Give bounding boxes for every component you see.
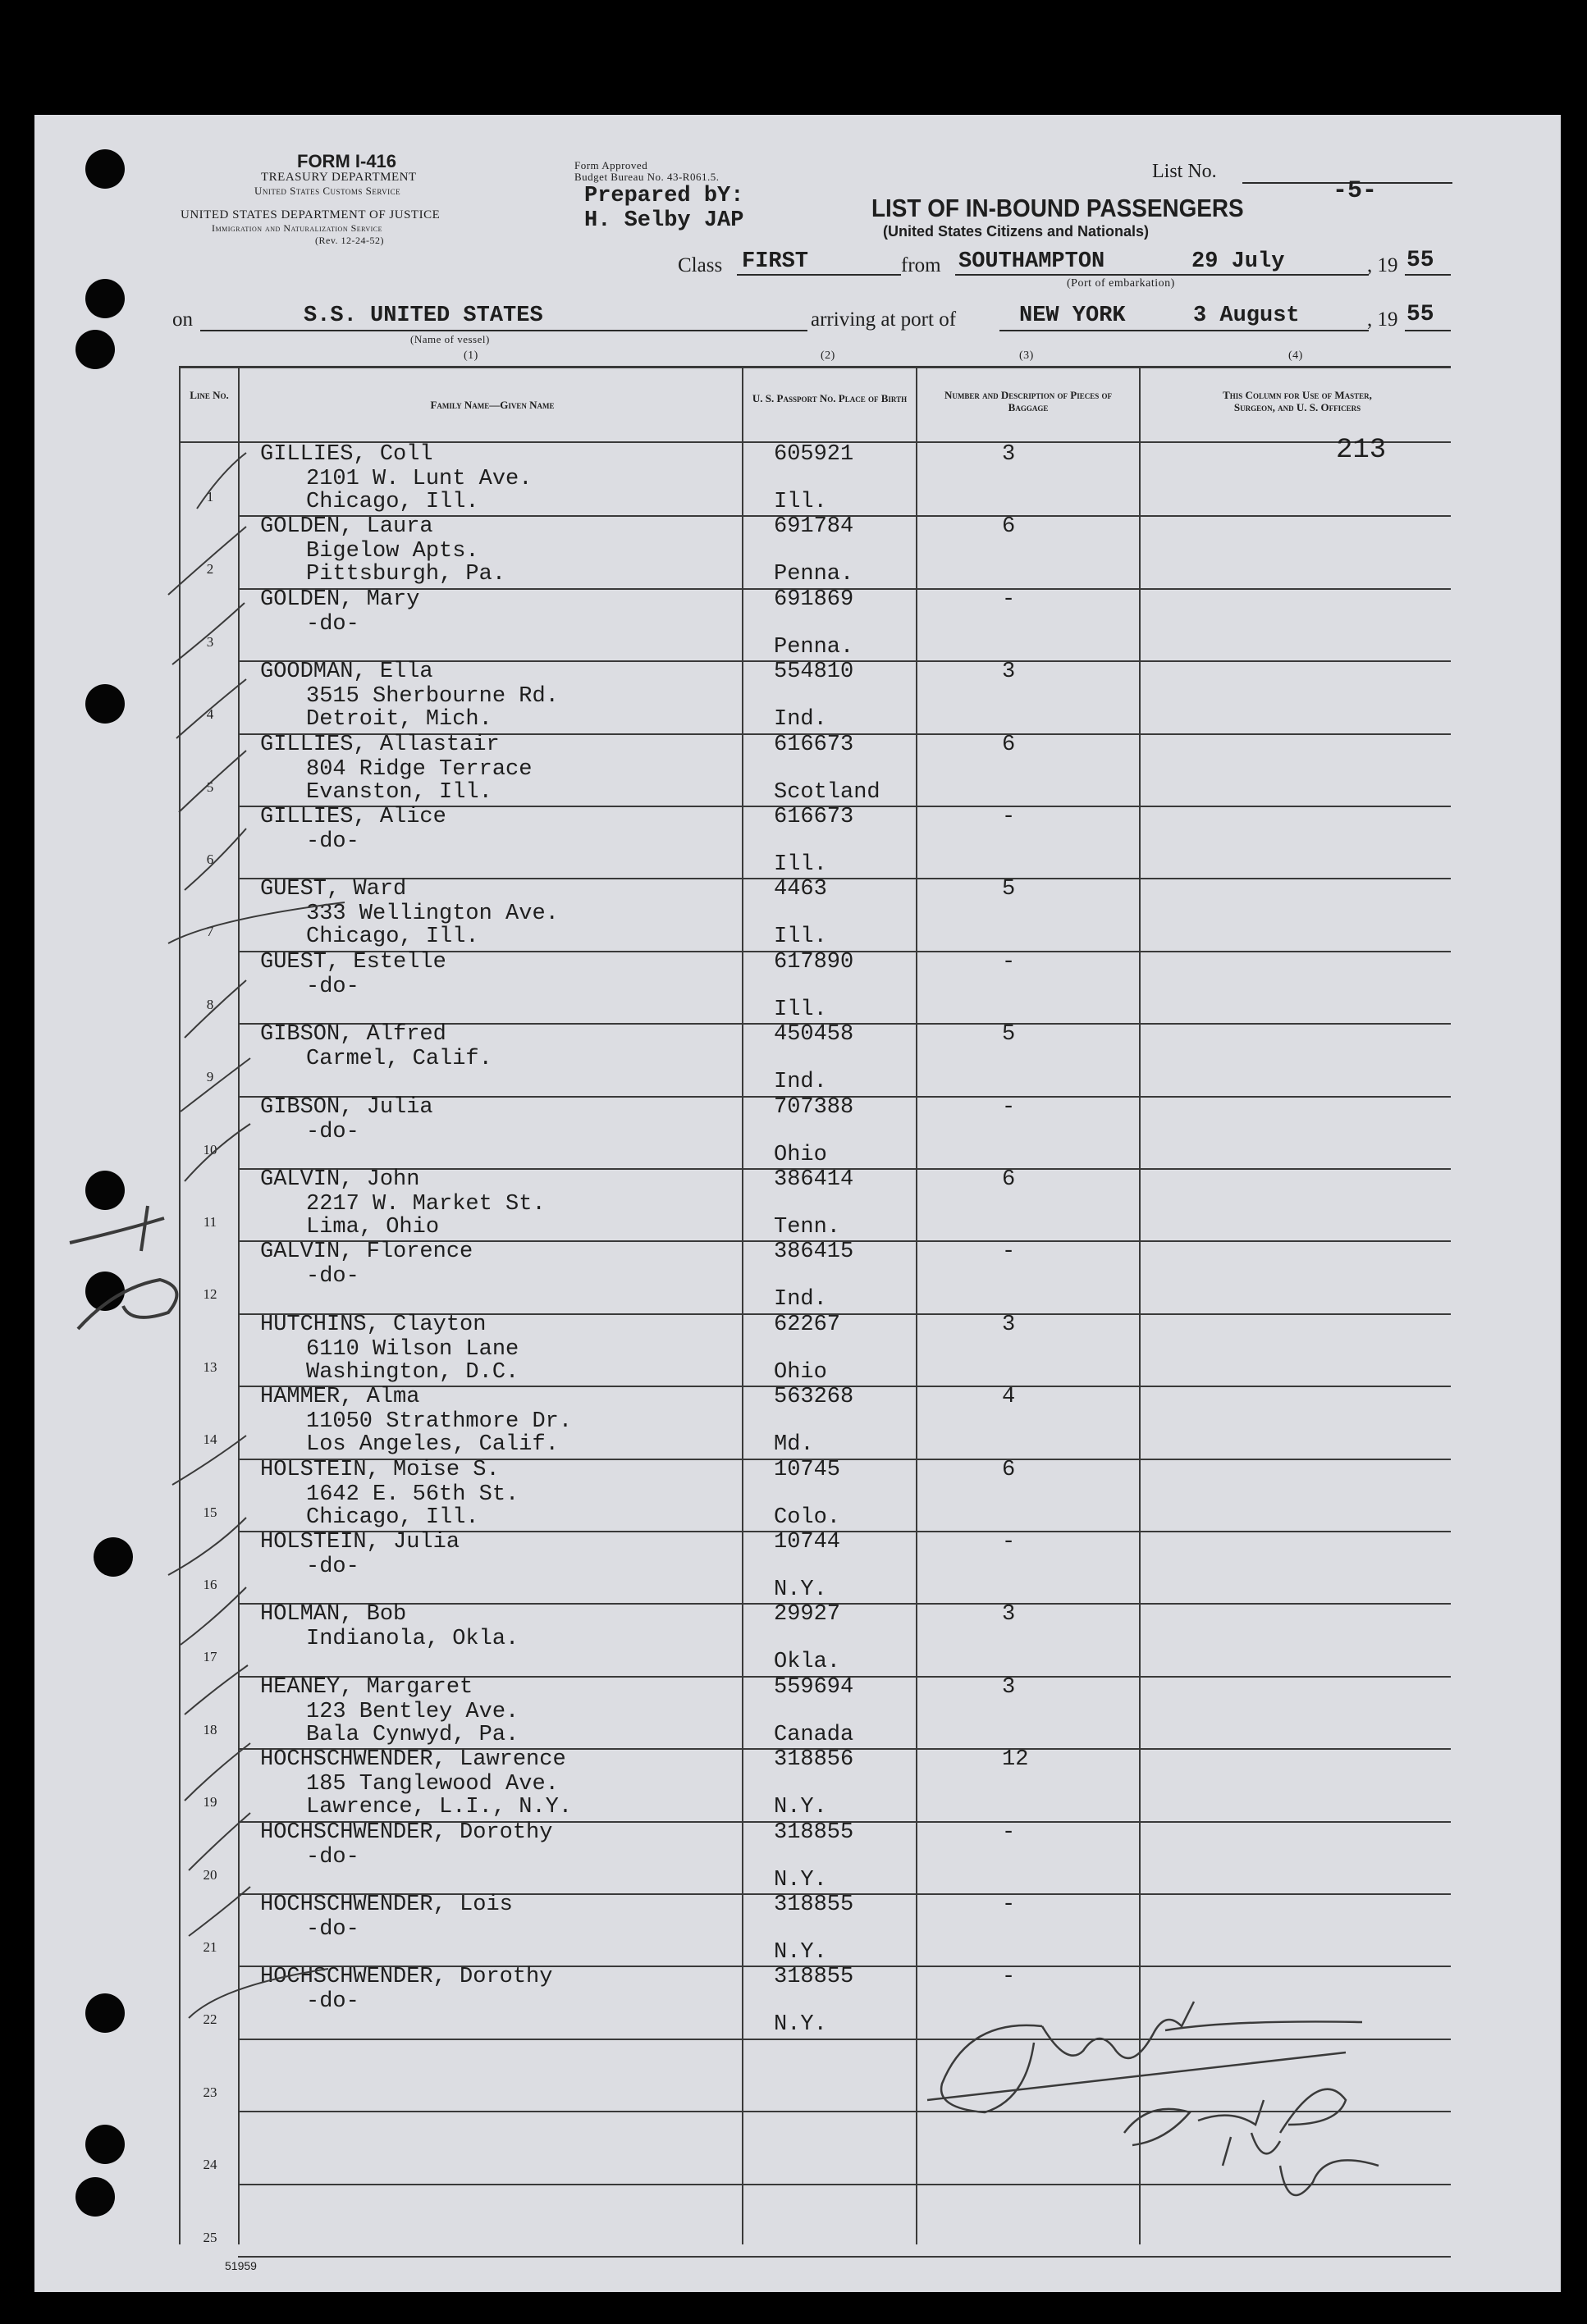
arrival-port: NEW YORK	[1019, 304, 1126, 328]
baggage-count: 6	[1002, 732, 1016, 757]
check-mark-7	[168, 902, 345, 943]
address-line-1: 333 Wellington Ave.	[306, 902, 559, 927]
passenger-name: GOODMAN, Ella	[260, 660, 433, 685]
passenger-name: GOLDEN, Laura	[260, 514, 433, 540]
baggage-count: -	[1002, 1530, 1016, 1555]
passport-number: 563268	[774, 1385, 854, 1410]
line-number: 16	[203, 1577, 217, 1592]
from-label: from	[901, 254, 941, 276]
col-header-name: Family Name—Given Name	[430, 399, 555, 411]
passport-number: 318855	[774, 1819, 854, 1845]
col-header-officers: This Column for Use of Master, Surgeon, and U. S. Officers	[1223, 389, 1372, 413]
passenger-name: GILLIES, Alice	[260, 805, 446, 829]
baggage-count: -	[1002, 949, 1016, 975]
place-of-birth: N.Y.	[774, 1867, 827, 1893]
address-line-1: Carmel, Calif.	[306, 1047, 492, 1072]
check-mark-15	[185, 1743, 250, 1801]
passport-number: 617890	[774, 949, 854, 975]
address-line-2: Chicago, Ill.	[306, 490, 479, 514]
col-number-3: (3)	[1019, 349, 1034, 362]
passenger-name: HOCHSCHWENDER, Lawrence	[260, 1747, 566, 1773]
col-header-line: Line No.	[190, 389, 229, 401]
prepared-by: H. Selby JAP	[584, 208, 744, 233]
place-of-birth: Canada	[774, 1722, 854, 1747]
passport-number: 559694	[774, 1674, 854, 1700]
passport-number: 318855	[774, 1965, 854, 1990]
address-line-1: -do-	[306, 611, 359, 637]
check-mark-4	[176, 679, 246, 738]
baggage-count: 6	[1002, 1457, 1016, 1482]
address-line-1: 2101 W. Lunt Ave.	[306, 467, 533, 491]
check-mark-3	[172, 603, 245, 664]
check-mark-1	[197, 453, 246, 509]
col-number-4: (4)	[1288, 349, 1303, 362]
address-line-1: 2217 W. Market St.	[306, 1192, 546, 1217]
address-line-1: -do-	[306, 1555, 359, 1579]
place-of-birth: Penna.	[774, 634, 854, 660]
baggage-count: 6	[1002, 1167, 1016, 1192]
address-line-1: -do-	[306, 1917, 359, 1942]
line-number: 24	[203, 2157, 217, 2173]
passenger-name: HOCHSCHWENDER, Dorothy	[260, 1819, 553, 1845]
passport-number: 10745	[774, 1457, 841, 1482]
address-line-1: 123 Bentley Ave.	[306, 1699, 519, 1724]
address-line-1: 6110 Wilson Lane	[306, 1336, 519, 1362]
place-of-birth: Ill.	[774, 490, 827, 514]
officer-mark: 213	[1336, 435, 1387, 466]
baggage-count: -	[1002, 1893, 1016, 1917]
scribble-mark	[78, 1280, 176, 1329]
check-mark-12	[168, 1518, 246, 1575]
place-of-birth: Ind.	[774, 707, 827, 733]
form-revision: (Rev. 12-24-52)	[315, 235, 385, 246]
check-mark-16	[189, 1813, 250, 1870]
place-of-birth: Ill.	[774, 997, 827, 1022]
baggage-count: 6	[1002, 514, 1016, 540]
line-number: 23	[203, 2084, 217, 2100]
check-mark-9	[181, 1058, 250, 1112]
passport-number: 10744	[774, 1530, 841, 1555]
line-number: 10	[203, 1141, 217, 1157]
col-number-1: (1)	[464, 349, 478, 362]
form-number: FORM I-416	[297, 151, 397, 171]
place-of-birth: N.Y.	[774, 2012, 827, 2038]
place-of-birth: Md.	[774, 1432, 814, 1458]
line-number: 6	[206, 852, 214, 867]
passport-number: 691869	[774, 587, 854, 612]
line-number: 3	[206, 633, 214, 650]
list-no-label: List No.	[1152, 161, 1217, 182]
baggage-count: -	[1002, 805, 1016, 829]
passenger-name: GILLIES, Coll	[260, 442, 433, 467]
passenger-name: GILLIES, Allastair	[260, 732, 500, 757]
place-of-birth: N.Y.	[774, 1577, 827, 1602]
place-of-birth: Scotland	[774, 779, 880, 805]
year-1: 55	[1406, 248, 1434, 273]
place-of-birth: Ohio	[774, 1359, 827, 1385]
passenger-name: HEANEY, Margaret	[260, 1674, 473, 1700]
from-date: 29 July	[1191, 249, 1285, 274]
year-prefix-1: , 19	[1367, 254, 1398, 276]
passenger-name: HOLSTEIN, Moise S.	[260, 1457, 500, 1482]
list-subtitle: (United States Citizens and Nationals)	[883, 223, 1150, 240]
passenger-name: GIBSON, Julia	[260, 1094, 433, 1120]
baggage-count: -	[1002, 1094, 1016, 1120]
year-prefix-2: , 19	[1367, 308, 1398, 331]
place-of-birth: N.Y.	[774, 1940, 827, 1965]
line-number: 25	[203, 2229, 217, 2245]
passport-number: 4463	[774, 877, 827, 902]
address-line-2: Lima, Ohio	[306, 1215, 440, 1240]
passport-number: 450458	[774, 1022, 854, 1048]
address-line-2: Bala Cynwyd, Pa.	[306, 1722, 519, 1747]
check-mark-18	[189, 1969, 328, 2018]
place-of-birth: Ill.	[774, 925, 827, 950]
passenger-name: GALVIN, Florence	[260, 1240, 473, 1265]
passenger-name: GIBSON, Alfred	[260, 1022, 446, 1048]
place-of-birth: Ind.	[774, 1287, 827, 1313]
line-number: 15	[203, 1504, 217, 1520]
address-line-2: Evanston, Ill.	[306, 779, 492, 805]
passport-number: 691784	[774, 514, 854, 540]
line-number: 12	[203, 1286, 217, 1303]
passport-number: 386414	[774, 1167, 854, 1192]
passenger-name: GOLDEN, Mary	[260, 587, 420, 612]
passenger-name: HAMMER, Alma	[260, 1385, 420, 1410]
arriving-label: arriving at port of	[811, 308, 957, 331]
passenger-name: HOLMAN, Bob	[260, 1602, 407, 1628]
passenger-name: GALVIN, John	[260, 1167, 420, 1192]
port-embark-caption: (Port of embarkation)	[1067, 277, 1175, 290]
baggage-count: -	[1002, 587, 1016, 612]
col-header-passport: U. S. Passport No. Place of Birth	[752, 392, 908, 404]
passenger-name: HOCHSCHWENDER, Dorothy	[260, 1965, 553, 1990]
line-number: 20	[203, 1866, 217, 1883]
address-line-1: Bigelow Apts.	[306, 539, 479, 564]
place-of-birth: N.Y.	[774, 1795, 827, 1820]
col-number-2: (2)	[821, 349, 835, 362]
arrival-date: 3 August	[1193, 304, 1300, 328]
line-number: 7	[206, 924, 214, 940]
place-of-birth: Okla.	[774, 1650, 841, 1675]
check-mark-2	[168, 527, 246, 595]
address-line-1: 804 Ridge Terrace	[306, 756, 533, 782]
address-line-1: -do-	[306, 1264, 359, 1290]
dept1-sub: United States Customs Service	[254, 185, 401, 197]
baggage-count: 3	[1002, 1674, 1016, 1700]
passport-number: 707388	[774, 1094, 854, 1120]
address-line-2: Chicago, Ill.	[306, 1504, 479, 1530]
passenger-name: HOCHSCHWENDER, Lois	[260, 1893, 513, 1917]
check-mark-5	[179, 751, 246, 812]
line-number: 5	[206, 778, 214, 795]
address-line-2: Pittsburgh, Pa.	[306, 562, 506, 587]
check-mark-11	[172, 1436, 246, 1485]
address-line-2: Los Angeles, Calif.	[306, 1432, 559, 1458]
baggage-count: -	[1002, 1240, 1016, 1265]
passport-number: 386415	[774, 1240, 854, 1265]
place-of-birth: Ohio	[774, 1142, 827, 1167]
line-number: 14	[203, 1431, 217, 1448]
dept1: TREASURY DEPARTMENT	[261, 171, 417, 184]
address-line-1: -do-	[306, 1989, 359, 2015]
address-line-1: -do-	[306, 974, 359, 999]
address-line-1: -do-	[306, 1119, 359, 1144]
list-no-value: -5-	[1333, 177, 1378, 205]
on-label: on	[172, 308, 193, 331]
class-label: Class	[678, 254, 723, 276]
place-of-birth: Ill.	[774, 852, 827, 877]
form-approved: Form Approved	[574, 159, 648, 171]
check-mark-14	[185, 1665, 248, 1714]
baggage-count: 12	[1002, 1747, 1029, 1773]
line-number: 17	[203, 1649, 217, 1665]
prepared-label: Prepared bY:	[584, 184, 744, 208]
address-line-1: -do-	[306, 829, 359, 854]
passport-number: 318856	[774, 1747, 854, 1773]
line-number: 8	[206, 996, 214, 1012]
cross-mark	[70, 1206, 164, 1251]
line-number: 11	[203, 1214, 217, 1230]
col-header-baggage: Number and Description of Pieces of Baggage	[944, 389, 1112, 413]
baggage-count: 5	[1002, 877, 1016, 902]
passport-number: 554810	[774, 660, 854, 685]
passport-number: 29927	[774, 1602, 841, 1628]
check-mark-10	[185, 1124, 250, 1181]
line-number: 22	[203, 2011, 217, 2028]
address-line-1: 185 Tanglewood Ave.	[306, 1772, 559, 1797]
footer-code: 51959	[225, 2259, 257, 2272]
baggage-count: 3	[1002, 442, 1016, 467]
from-port: SOUTHAMPTON	[958, 249, 1105, 274]
baggage-count: -	[1002, 1965, 1016, 1990]
budget-bureau: Budget Bureau No. 43-R061.5.	[574, 171, 720, 183]
line-number: 4	[206, 706, 214, 723]
address-line-2: Detroit, Mich.	[306, 707, 492, 733]
address-line-2: Washington, D.C.	[306, 1359, 519, 1385]
vessel-name: S.S. UNITED STATES	[304, 304, 543, 328]
passport-number: 62267	[774, 1312, 841, 1337]
place-of-birth: Colo.	[774, 1504, 841, 1530]
baggage-count: 5	[1002, 1022, 1016, 1048]
line-number: 9	[206, 1069, 214, 1085]
line-number: 19	[203, 1794, 217, 1810]
list-title: LIST OF IN-BOUND PASSENGERS	[871, 194, 1244, 222]
signature-scribble	[927, 2002, 1379, 2195]
line-number: 21	[203, 1939, 217, 1955]
baggage-count: -	[1002, 1819, 1016, 1845]
address-line-1: 11050 Strathmore Dr.	[306, 1409, 573, 1435]
check-mark-6	[185, 829, 246, 890]
line-number: 1	[206, 489, 214, 505]
baggage-count: 3	[1002, 660, 1016, 685]
passenger-name: GUEST, Estelle	[260, 949, 446, 975]
dept2-sub: Immigration and Naturalization Service	[212, 222, 383, 234]
passport-number: 605921	[774, 442, 854, 467]
baggage-count: 3	[1002, 1602, 1016, 1628]
check-mark-13	[181, 1587, 246, 1645]
line-number: 2	[206, 561, 214, 578]
check-mark-17	[189, 1887, 250, 1936]
address-line-1: Indianola, Okla.	[306, 1627, 519, 1652]
address-line-2: Lawrence, L.I., N.Y.	[306, 1795, 573, 1820]
vessel-caption: (Name of vessel)	[410, 333, 490, 345]
year-2: 55	[1406, 302, 1434, 327]
line-number: 13	[203, 1358, 217, 1375]
passport-number: 318855	[774, 1893, 854, 1917]
address-line-1: 1642 E. 56th St.	[306, 1482, 519, 1507]
place-of-birth: Ind.	[774, 1070, 827, 1095]
passenger-name: GUEST, Ward	[260, 877, 407, 902]
address-line-1: 3515 Sherbourne Rd.	[306, 684, 559, 710]
address-line-2: Chicago, Ill.	[306, 925, 479, 950]
class-value: FIRST	[742, 249, 809, 274]
baggage-count: 4	[1002, 1385, 1016, 1410]
baggage-count: 3	[1002, 1312, 1016, 1337]
passenger-name: HUTCHINS, Clayton	[260, 1312, 487, 1337]
line-number: 18	[203, 1721, 217, 1737]
passport-number: 616673	[774, 805, 854, 829]
check-mark-8	[185, 980, 246, 1038]
dept2: UNITED STATES DEPARTMENT OF JUSTICE	[181, 208, 441, 221]
passenger-name: HOLSTEIN, Julia	[260, 1530, 460, 1555]
passport-number: 616673	[774, 732, 854, 757]
address-line-1: -do-	[306, 1844, 359, 1870]
place-of-birth: Penna.	[774, 562, 854, 587]
place-of-birth: Tenn.	[774, 1215, 841, 1240]
